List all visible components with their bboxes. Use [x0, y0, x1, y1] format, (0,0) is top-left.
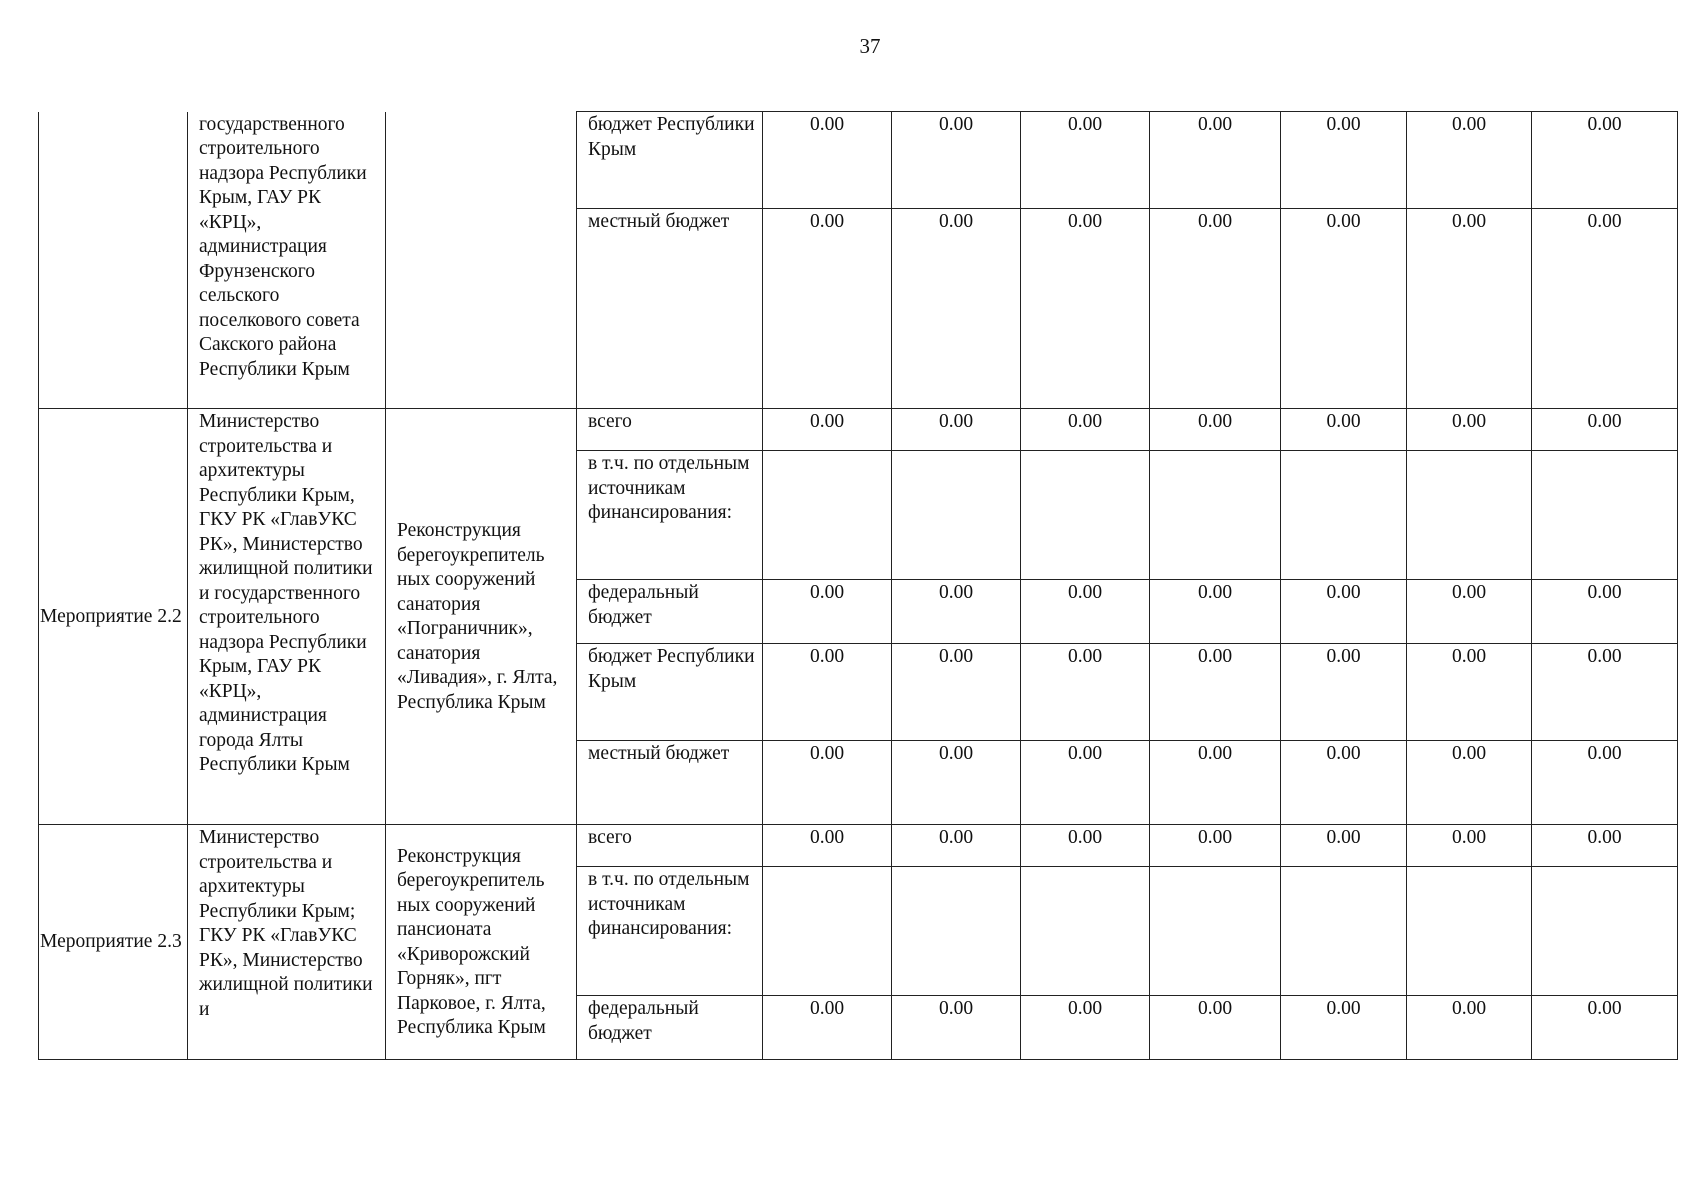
funding-source-cell: в т.ч. по отдельным источникам финансирования: [577, 451, 763, 580]
funding-source-cell: бюджет Республики Крым [577, 644, 763, 741]
value-cell: 0.00 [1407, 996, 1532, 1060]
value-cell: 0.00 [1150, 580, 1281, 644]
funding-source-cell: федеральный бюджет [577, 996, 763, 1060]
value-cell: 0.00 [1150, 644, 1281, 741]
value-cell: 0.00 [1532, 580, 1678, 644]
value-cell: 0.00 [1532, 996, 1678, 1060]
funding-source-cell: бюджет Республики Крым [577, 112, 763, 209]
value-cell: 0.00 [1407, 409, 1532, 451]
funding-source-cell: местный бюджет [577, 741, 763, 825]
value-cell: 0.00 [1021, 409, 1150, 451]
value-cell: 0.00 [1021, 112, 1150, 209]
value-cell: 0.00 [1407, 741, 1532, 825]
value-cell: 0.00 [1532, 741, 1678, 825]
value-cell: 0.00 [892, 741, 1021, 825]
value-cell: 0.00 [1281, 580, 1407, 644]
object-cell: Реконструкция берегоукрепитель ных сооружений санатория «Пограничник», санатория «Ливадия», г. Ялта, Республика Крым [386, 409, 577, 825]
value-cell: 0.00 [892, 996, 1021, 1060]
table-row [39, 825, 1678, 867]
funding-source-cell: всего [577, 409, 763, 451]
value-cell [1532, 451, 1678, 580]
financing-table [38, 111, 1678, 1060]
value-cell: 0.00 [1281, 409, 1407, 451]
value-cell: 0.00 [763, 644, 892, 741]
value-cell: 0.00 [1407, 209, 1532, 409]
value-cell: 0.00 [1021, 741, 1150, 825]
value-cell: 0.00 [1150, 112, 1281, 209]
value-cell: 0.00 [892, 825, 1021, 867]
value-cell [1150, 867, 1281, 996]
value-cell: 0.00 [1407, 644, 1532, 741]
value-cell: 0.00 [1407, 825, 1532, 867]
value-cell: 0.00 [1281, 741, 1407, 825]
value-cell: 0.00 [763, 825, 892, 867]
value-cell: 0.00 [1532, 209, 1678, 409]
value-cell: 0.00 [1021, 644, 1150, 741]
value-cell [1281, 867, 1407, 996]
value-cell [763, 867, 892, 996]
executor-cell: Министерство строительства и архитектуры Республики Крым, ГКУ РК «ГлавУКС РК», Министерство жилищной политики и государственного строительного надзора Республики Крым, ГАУ РК «КРЦ», администрация города Ялты Республики Крым [188, 409, 386, 825]
value-cell: 0.00 [1532, 409, 1678, 451]
value-cell: 0.00 [1281, 209, 1407, 409]
measure-label-cell: Мероприятие 2.2 [39, 409, 188, 825]
value-cell: 0.00 [892, 580, 1021, 644]
funding-source-cell: в т.ч. по отдельным источникам финансирования: [577, 867, 763, 996]
value-cell: 0.00 [763, 112, 892, 209]
object-cell [386, 112, 577, 409]
value-cell [763, 451, 892, 580]
value-cell: 0.00 [763, 409, 892, 451]
value-cell: 0.00 [1021, 580, 1150, 644]
object-cell: Реконструкция берегоукрепитель ных сооружений пансионата «Криворожский Горняк», пгт Парковое, г. Ялта, Республика Крым [386, 825, 577, 1060]
table-row [39, 112, 1678, 209]
value-cell: 0.00 [1021, 825, 1150, 867]
value-cell [1281, 451, 1407, 580]
value-cell: 0.00 [763, 996, 892, 1060]
value-cell: 0.00 [892, 409, 1021, 451]
value-cell: 0.00 [1150, 409, 1281, 451]
executor-cell: Министерство строительства и архитектуры Республики Крым; ГКУ РК «ГлавУКС РК», Министерство жилищной политики и [188, 825, 386, 1060]
value-cell: 0.00 [1281, 825, 1407, 867]
value-cell: 0.00 [1532, 825, 1678, 867]
value-cell: 0.00 [1407, 112, 1532, 209]
value-cell: 0.00 [1021, 209, 1150, 409]
value-cell: 0.00 [1281, 996, 1407, 1060]
value-cell: 0.00 [1150, 996, 1281, 1060]
value-cell: 0.00 [1532, 644, 1678, 741]
value-cell [1407, 867, 1532, 996]
value-cell: 0.00 [1150, 209, 1281, 409]
value-cell: 0.00 [1021, 996, 1150, 1060]
executor-cell: государственного строительного надзора Республики Крым, ГАУ РК «КРЦ», администрация Фрунзенского сельского поселкового совета Сакского района Республики Крым [188, 112, 386, 409]
value-cell: 0.00 [1150, 741, 1281, 825]
value-cell: 0.00 [1150, 825, 1281, 867]
funding-source-cell: местный бюджет [577, 209, 763, 409]
value-cell: 0.00 [763, 209, 892, 409]
value-cell: 0.00 [892, 112, 1021, 209]
value-cell: 0.00 [763, 580, 892, 644]
page-number: 37 [859, 34, 881, 58]
value-cell [1407, 451, 1532, 580]
value-cell: 0.00 [1532, 112, 1678, 209]
table-row [39, 409, 1678, 451]
value-cell: 0.00 [892, 209, 1021, 409]
value-cell [1150, 451, 1281, 580]
value-cell [892, 451, 1021, 580]
value-cell [1021, 451, 1150, 580]
funding-source-cell: федеральный бюджет [577, 580, 763, 644]
funding-source-cell: всего [577, 825, 763, 867]
measure-label-cell [39, 112, 188, 409]
value-cell: 0.00 [1281, 112, 1407, 209]
measure-label-cell: Мероприятие 2.3 [39, 825, 188, 1060]
value-cell [1532, 867, 1678, 996]
value-cell: 0.00 [763, 741, 892, 825]
table-body [39, 112, 1678, 1060]
value-cell [892, 867, 1021, 996]
value-cell: 0.00 [892, 644, 1021, 741]
value-cell: 0.00 [1281, 644, 1407, 741]
value-cell: 0.00 [1407, 580, 1532, 644]
value-cell [1021, 867, 1150, 996]
